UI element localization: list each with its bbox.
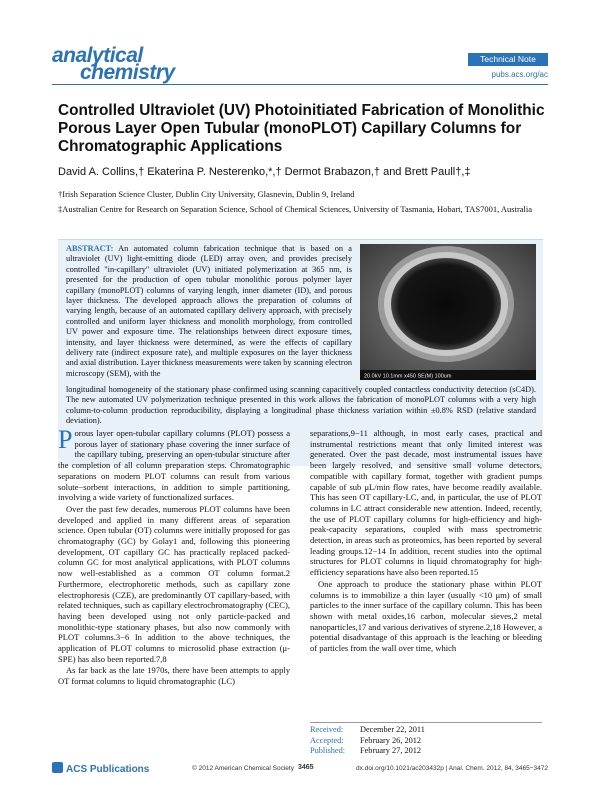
article-type-badge: Technical Note	[468, 53, 548, 66]
author-list: David A. Collins,† Ekaterina P. Nesterenko,*,† Dermot Brabazon,† and Brett Paull†,‡	[58, 166, 471, 178]
sem-caption: 20.0kV 10.1mm x450 SE(M) 100um	[364, 373, 452, 380]
history-divider	[310, 722, 542, 723]
body-right-column	[310, 428, 542, 655]
journal-logo-line2: chemistry	[80, 61, 175, 84]
history-published: Published: February 27, 2012	[310, 746, 422, 755]
affiliation-2: ‡Australian Centre for Research on Separation Science, School of Chemical Sciences, University of Tasmania, Hobart, TAS7001, Australia	[58, 204, 533, 214]
acs-publications-logo: ACS Publications	[52, 762, 149, 775]
paragraph-1-text: orous layer open-tubular capillary columns (PLOT) possess a porous layer of stationary phase covering the inner surface of the capillary tubing, preserving an open-tubular structure after the completion of all column preparation steps. Chromatographic separations on modern PLOT columns can result from various solute−sorbent interactions, in addition to simple partitioning, involving a wide variety of functionalized surfaces.	[58, 428, 290, 503]
header-rule	[52, 84, 548, 85]
acs-icon	[52, 762, 63, 773]
drop-cap: P	[58, 425, 73, 454]
citation-doi[interactable]: dx.doi.org/10.1021/ac203432p | Anal. Chem. 2012, 84, 3465−3472	[356, 765, 548, 772]
page-footer	[52, 762, 548, 776]
affiliation-1: †Irish Separation Science Cluster, Dublin City University, Glasnevin, Dublin 9, Ireland	[58, 189, 355, 199]
page-number: 3465	[298, 764, 314, 771]
abstract-label: ABSTRACT:	[66, 244, 114, 253]
article-title: Controlled Ultraviolet (UV) Photoinitiated Fabrication of Monolithic Porous Layer Open Tubular (monoPLOT) Capillary Columns for Chromatographic Applications	[58, 102, 545, 155]
publication-history	[310, 725, 425, 757]
paragraph-3: As far back as the late 1970s, there have been attempts to apply OT format columns to liquid chromatographic (LC)	[58, 665, 290, 687]
abstract-text-top	[66, 244, 352, 379]
journal-logo	[52, 44, 222, 84]
sem-micrograph-image	[360, 244, 536, 380]
history-accepted: Accepted: February 26, 2012	[310, 735, 422, 745]
abstract-body-2: longitudinal homogeneity of the stationary phase confirmed using scanning capacitively coupled contactless conductivity detection (sC4D). The new automated UV polymerization technique presented in this work allows the fabrication of monoPLOT columns with a very high column-to-column production reproducibility, displaying a longitudinal phase thickness variation within ±0.8% RSD (relative standard deviation).	[66, 385, 536, 426]
paragraph-5: One approach to produce the stationary phase within PLOT columns is to immobilize a thin layer (usually <10 μm) of small particles to the inner surface of the capillary column. This has been shown with metal oxides,16 carbon, molecular sieves,2 metal nanoparticles,17 and various derivatives of styrene.2,18 However, a potential disadvantage of this approach is the leaching or bleeding of particles from the wall over time, which	[310, 578, 543, 654]
history-received: Received: December 22, 2011	[310, 725, 425, 734]
paragraph-4: separations,9−11 although, in most early cases, practical and instrumental restrictions meant that only limited interest was generated. Over the past decade, most instrumental issues have been largely resolved, and sensitive small volume detectors, compatible with capillary format, together with gradient pumps capable of sub μL/min flow rates, have become readily available. This has seen OT capillary-LC, and, in particular, the use of PLOT columns in LC attract considerable new attention. Indeed, recently, the use of PLOT capillary columns for high-efficiency and high-peak-capacity separations, coupled with mass spectrometric detection, in areas such as proteomics, has been reported by several leading groups.12−14 In addition, recent studies into the optimal structures for PLOT columns in liquid chromatography for high-efficiency separations have also been reported.15	[310, 428, 542, 578]
copyright: © 2012 American Chemical Society	[192, 765, 294, 772]
paragraph-2: Over the past few decades, numerous PLOT columns have been developed and applied in many different areas of separation science. Open tubular (OT) columns were initially proposed for gas chromatography (GC) by Golay1 and, following this pioneering development, OT capillary GC has practically replaced packed-column GC for most analytical applications, with PLOT columns now well-established as a common OT column format.2 Furthermore, electrophoretic methods, such as capillary zone electrophoresis (CZE), are predominantly OT capillary-based, with related techniques, such as capillary electrochromatography (CEC), having been developed using not only particle-packed and monolithic-type stationary phases, but also now commonly with PLOT columns.3−6 In addition to the above techniques, the application of PLOT columns to microsolid phase extraction (μ-SPE) has also been reported.7,8	[58, 503, 290, 664]
body-left-column	[58, 425, 290, 688]
journal-logo-line1: analytical	[52, 44, 143, 67]
journal-url[interactable]: pubs.acs.org/ac	[491, 70, 548, 79]
paragraph-1	[58, 425, 290, 503]
abstract-body-1: An automated column fabrication technique that is based on a ultraviolet (UV) light-emitting diode (LED) array oven, and provides precisely controlled "in-capillary" ultraviolet (UV) initiated polymerization at 365 nm, is presented for the production of open tubular monolithic porous polymer layer capillary (monoPLOT) columns of varying length, inner diameter (ID), and porous layer thickness. The developed approach allows the preparation of columns of varying length, because of an automated capillary delivery approach, with precisely controlled and uniform layer thickness and monolith morphology, from controlled UV power and exposure time. The relationships between direct exposure times, intensity, and layer thickness were determined, as were the effects of capillary delivery rate (indirect exposure rate), and multiple exposures on the layer thickness and axial distribution. Layer thickness measurements were taken by scanning electron microscopy (SEM), with the	[66, 244, 352, 378]
